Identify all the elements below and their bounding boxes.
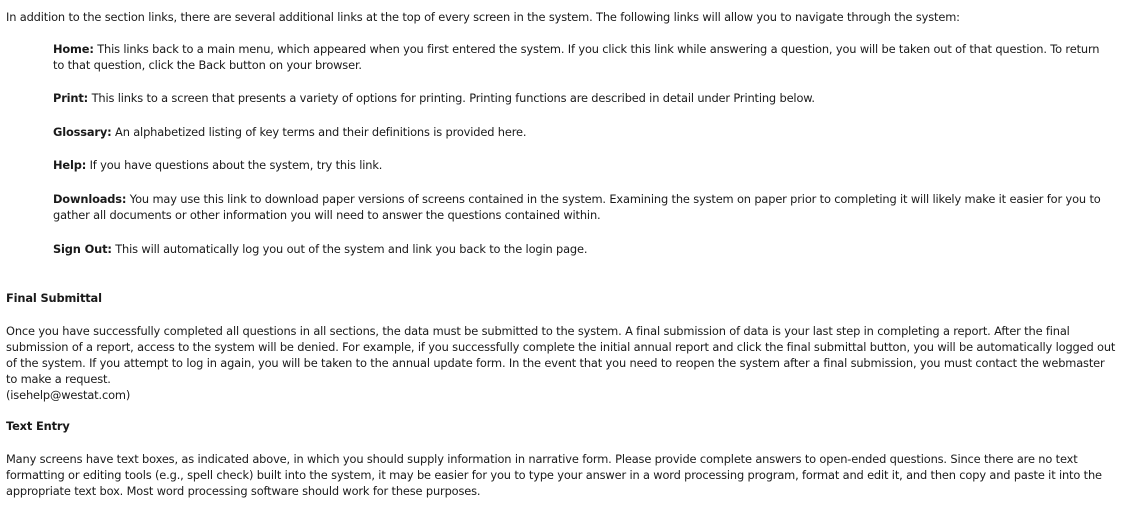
link-desc-sign-out: This will automatically log you out of the system and link you back to the login page. — [111, 242, 588, 256]
text-entry-body: Many screens have text boxes, as indicated above, in which you should supply information in narrative form. Please provide complete answers to open-ended questions. Since there are no text formatting or editing tools (e.g., spell check) built into the system, it may be easier for you to type your answer in a word processing program, format and edit it, and then copy and paste it into the appropriate text box. Most word processing software should work for these purposes. — [6, 452, 1102, 498]
link-desc-home: This links back to a main menu, which appeared when you first entered the system. If you click this link while answering a question, you will be taken out of that question. To return to that question, click the Back button on your browser. — [53, 42, 1100, 72]
link-term-sign-out: Sign Out: — [53, 242, 112, 256]
link-item-sign-out — [53, 241, 1113, 257]
link-item-help — [53, 157, 1113, 173]
link-desc-glossary: An alphabetized listing of key terms and their definitions is provided here. — [111, 125, 527, 139]
link-term-glossary: Glossary: — [53, 125, 112, 139]
link-desc-print: This links to a screen that presents a variety of options for printing. Printing functions are described in detail under Printing below. — [88, 91, 815, 105]
final-submittal-heading: Final Submittal — [6, 291, 102, 305]
link-term-print: Print: — [53, 91, 89, 105]
link-desc-downloads: You may use this link to download paper versions of screens contained in the system. Examining the system on paper prior to completing it will likely make it easier for you to gather all documents or other information you will need to answer the questions contained within. — [53, 192, 1101, 222]
link-term-downloads: Downloads: — [53, 192, 127, 206]
final-submittal-body — [6, 323, 1116, 403]
support-email: (isehelp@westat.com) — [6, 388, 131, 402]
link-term-home: Home: — [53, 42, 94, 56]
final-submittal-text: Once you have successfully completed all questions in all sections, the data must be submitted to the system. A final submission of data is your last step in completing a report. After the final submission of a report, access to the system will be denied. For example, if you successfully complete the initial annual report and click the final submittal button, you will be automatically logged out of the system. If you attempt to log in again, you will be taken to the annual update form. In the event that you need to reopen the system after a final submission, you must contact the webmaster to make a request. — [6, 324, 1116, 386]
text-entry-heading: Text Entry — [6, 419, 70, 433]
link-item-glossary — [53, 124, 1113, 140]
link-item-home — [53, 41, 1113, 73]
intro-paragraph: In addition to the section links, there are several additional links at the top of every screen in the system. The following links will allow you to navigate through the system: — [6, 10, 960, 24]
link-item-downloads — [53, 191, 1113, 223]
link-term-help: Help: — [53, 158, 87, 172]
link-desc-help: If you have questions about the system, try this link. — [86, 158, 383, 172]
link-item-print — [53, 90, 1113, 106]
